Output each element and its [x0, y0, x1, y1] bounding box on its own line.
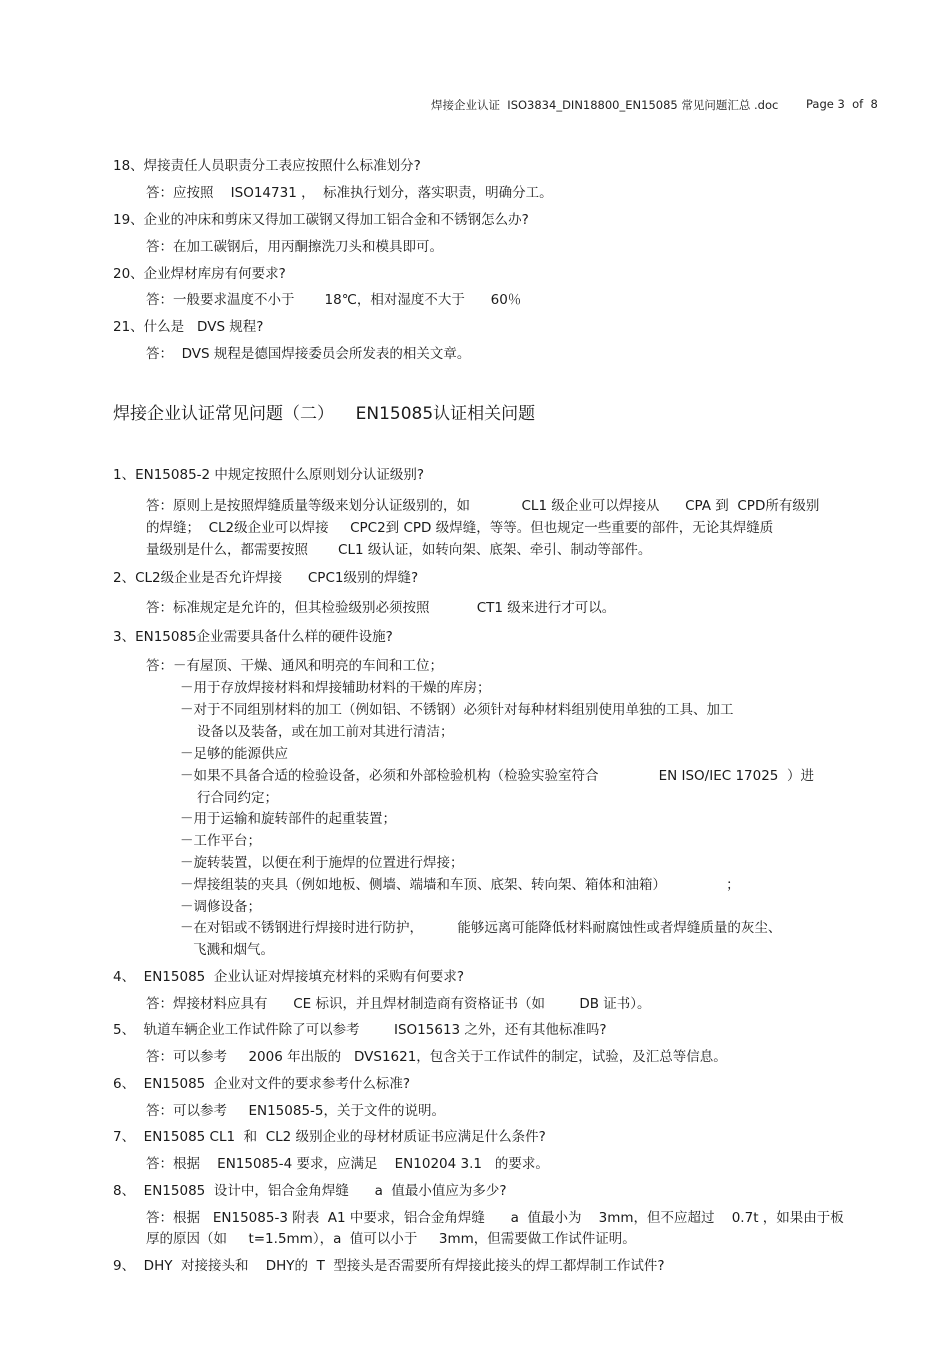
answer-5: 答：可以参考 2006 年出版的 DVS1621，包含关于工作试件的制定，试验，及汇总等信息。 [146, 1049, 727, 1065]
answer-3-line-8: －用于运输和旋转部件的起重装置； [180, 811, 396, 827]
question-19: 19、企业的冲床和剪床又得加工碳钢又得加工铝合金和不锈钢怎么办? [113, 212, 529, 228]
answer-19: 答：在加工碳钢后，用丙酮擦洗刀头和模具即可。 [146, 239, 443, 255]
question-1: 1、EN15085-2 中规定按照什么原则划分认证级别? [113, 467, 425, 483]
answer-3-line-11: －焊接组装的夹具（例如地板、侧墙、端墙和车顶、底架、转向架、箱体和油箱） ； [180, 877, 740, 893]
answer-21: 答： DVS 规程是德国焊接委员会所发表的相关文章。 [146, 346, 471, 362]
answer-3-line-6: －如果不具备合适的检验设备，必须和外部检验机构（检验实验室符合 EN ISO/IEC 17025 ）进 [180, 768, 814, 784]
answer-2: 答：标准规定是允许的，但其检验级别必须按照 CT1 级来进行才可以。 [146, 600, 616, 616]
answer-20: 答：一般要求温度不小于 18℃，相对湿度不大于 60％ [146, 292, 522, 308]
answer-1-line-2: 的焊缝； CL2级企业可以焊接 CPC2到 CPD 级焊缝，等等。但也规定一些重要的部件，无论其焊缝质 [146, 520, 774, 536]
question-8: 8、 EN15085 设计中，铝合金角焊缝 a 值最小值应为多少? [113, 1183, 507, 1199]
answer-3-line-1: 答：－有屋顶、干燥、通风和明亮的车间和工位； [146, 658, 443, 674]
question-3: 3、EN15085企业需要具备什么样的硬件设施? [113, 629, 393, 645]
question-9: 9、 DHY 对接接头和 DHY的 T 型接头是否需要所有焊接此接头的焊工都焊制工作试件? [113, 1258, 665, 1274]
question-6: 6、 EN15085 企业对文件的要求参考什么标准? [113, 1076, 410, 1092]
answer-3-line-9: －工作平台； [180, 833, 261, 849]
answer-3-line-13: －在对铝或不锈钢进行焊接时进行防护， 能够远离可能降低材料耐腐蚀性或者焊缝质量的灰尘、 [180, 920, 782, 936]
answer-1-line-1: 答：原则上是按照焊缝质量等级来划分认证级别的，如 CL1 级企业可以焊接从 CPA 到 CPD所有级别 [146, 498, 820, 514]
answer-7: 答：根据 EN15085-4 要求，应满足 EN10204 3.1 的要求。 [146, 1156, 549, 1172]
answer-3-line-4: 设备以及装备，或在加工前对其进行清洁； [197, 724, 454, 740]
answer-18: 答：应按照 ISO14731 ， 标准执行划分，落实职责，明确分工。 [146, 185, 553, 201]
header-doc-title: 焊接企业认证 ISO3834_DIN18800_EN15085 常见问题汇总 .doc [431, 98, 779, 112]
answer-3-line-14: 飞溅和烟气。 [193, 942, 274, 958]
question-18: 18、焊接责任人员职责分工表应按照什么标准划分? [113, 158, 421, 174]
answer-4: 答：焊接材料应具有 CE 标识，并且焊材制造商有资格证书（如 DB 证书）。 [146, 996, 651, 1012]
header-page-number: Page 3 of 8 [806, 97, 878, 111]
answer-1-line-3: 量级别是什么，都需要按照 CL1 级认证，如转向架、底架、牵引、制动等部件。 [146, 542, 652, 558]
question-20: 20、企业焊材库房有何要求? [113, 266, 286, 282]
answer-3-line-2: －用于存放焊接材料和焊接辅助材料的干燥的库房； [180, 680, 491, 696]
answer-3-line-3: －对于不同组别材料的加工（例如铝、不锈钢）必须针对每种材料组别使用单独的工具、加工 [180, 702, 734, 718]
answer-6: 答：可以参考 EN15085-5，关于文件的说明。 [146, 1103, 445, 1119]
answer-3-line-5: －足够的能源供应 [180, 746, 288, 762]
answer-3-line-7: 行合同约定； [197, 790, 278, 806]
question-2: 2、CL2级企业是否允许焊接 CPC1级别的焊缝? [113, 570, 419, 586]
question-5: 5、 轨道车辆企业工作试件除了可以参考 ISO15613 之外，还有其他标准吗? [113, 1022, 607, 1038]
question-4: 4、 EN15085 企业认证对焊接填充材料的采购有何要求? [113, 969, 464, 985]
question-7: 7、 EN15085 CL1 和 CL2 级别企业的母材材质证书应满足什么条件? [113, 1129, 546, 1145]
answer-3-line-12: －调修设备； [180, 899, 261, 915]
question-21: 21、什么是 DVS 规程? [113, 319, 264, 335]
answer-3-line-10: －旋转装置，以便在利于施焊的位置进行焊接； [180, 855, 464, 871]
section-heading: 焊接企业认证常见问题（二） EN15085认证相关问题 [113, 404, 536, 424]
answer-8-line-2: 厚的原因（如 t=1.5mm），a 值可以小于 3mm，但需要做工作试件证明。 [146, 1231, 636, 1247]
answer-8-line-1: 答：根据 EN15085-3 附表 A1 中要求，铝合金角焊缝 a 值最小为 3mm，但不应超过 0.7t ，如果由于板 [146, 1210, 844, 1226]
